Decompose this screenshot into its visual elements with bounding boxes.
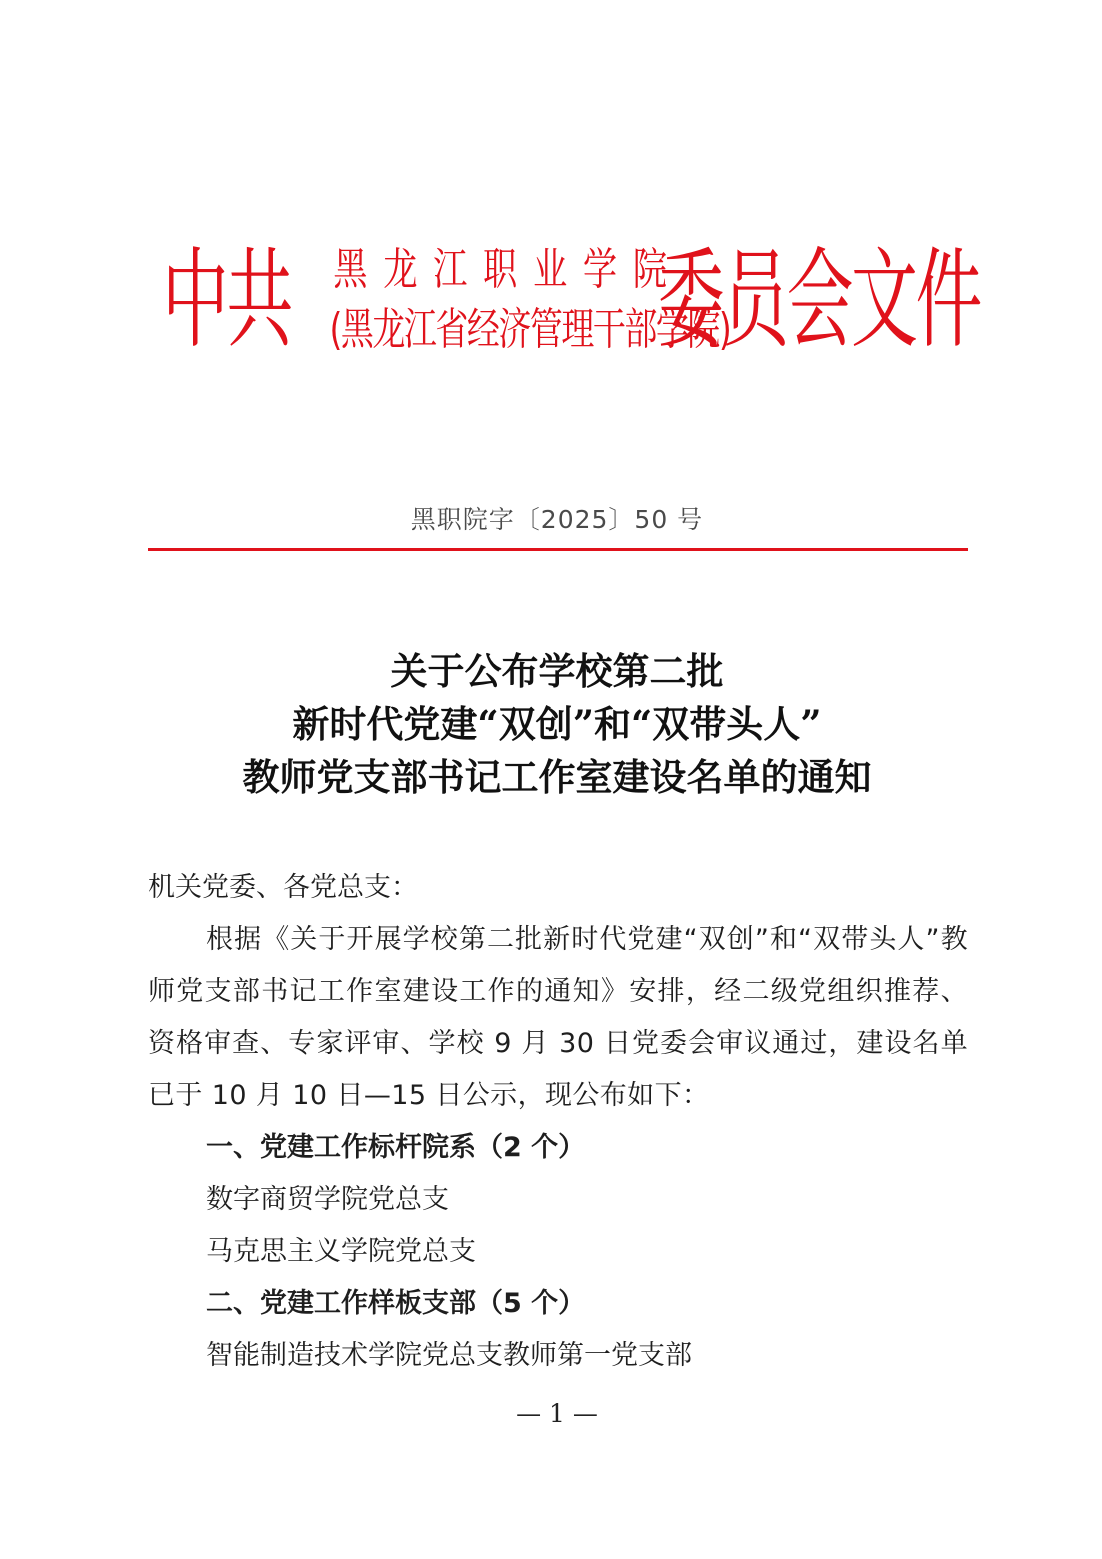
masthead-institution-alias: (黑龙江省经济管理干部学院) (329, 304, 731, 355)
salutation: 机关党委、各党总支： (148, 872, 418, 903)
page-number: — 1 — (516, 1399, 598, 1428)
title-line-2: 新时代党建“双创”和“双带头人” (292, 702, 822, 746)
masthead-left-text: 中共 (162, 238, 291, 363)
list-item: 数字商贸学院党总支 (206, 1184, 449, 1215)
document-title (148, 645, 966, 804)
document-body (148, 862, 968, 1382)
body-paragraph: 根据《关于开展学校第二批新时代党建“双创”和“双带头人”教师党支部书记工作室建设工作的通知》安排，经二级党组织推荐、资格审查、专家评审、学校 9 月 30 日党委会审议通过，建设名单已于 10 月 10 日—15 日公示，现公布如下： (148, 924, 968, 1111)
red-divider-line (148, 548, 968, 551)
masthead-institution-name: 黑龙江职业学院 (333, 244, 683, 295)
title-line-1: 关于公布学校第二批 (390, 649, 724, 693)
masthead (162, 238, 980, 373)
section-heading-2: 二、党建工作样板支部（5 个） (206, 1288, 586, 1319)
document-number: 黑职院字〔2025〕50 号 (410, 505, 704, 534)
list-item: 马克思主义学院党总支 (206, 1236, 476, 1267)
title-line-3: 教师党支部书记工作室建设名单的通知 (242, 755, 872, 799)
masthead-right-text: 委员会文件 (657, 238, 980, 363)
list-item: 智能制造技术学院党总支教师第一党支部 (206, 1340, 692, 1371)
section-heading-1: 一、党建工作标杆院系（2 个） (206, 1132, 586, 1163)
